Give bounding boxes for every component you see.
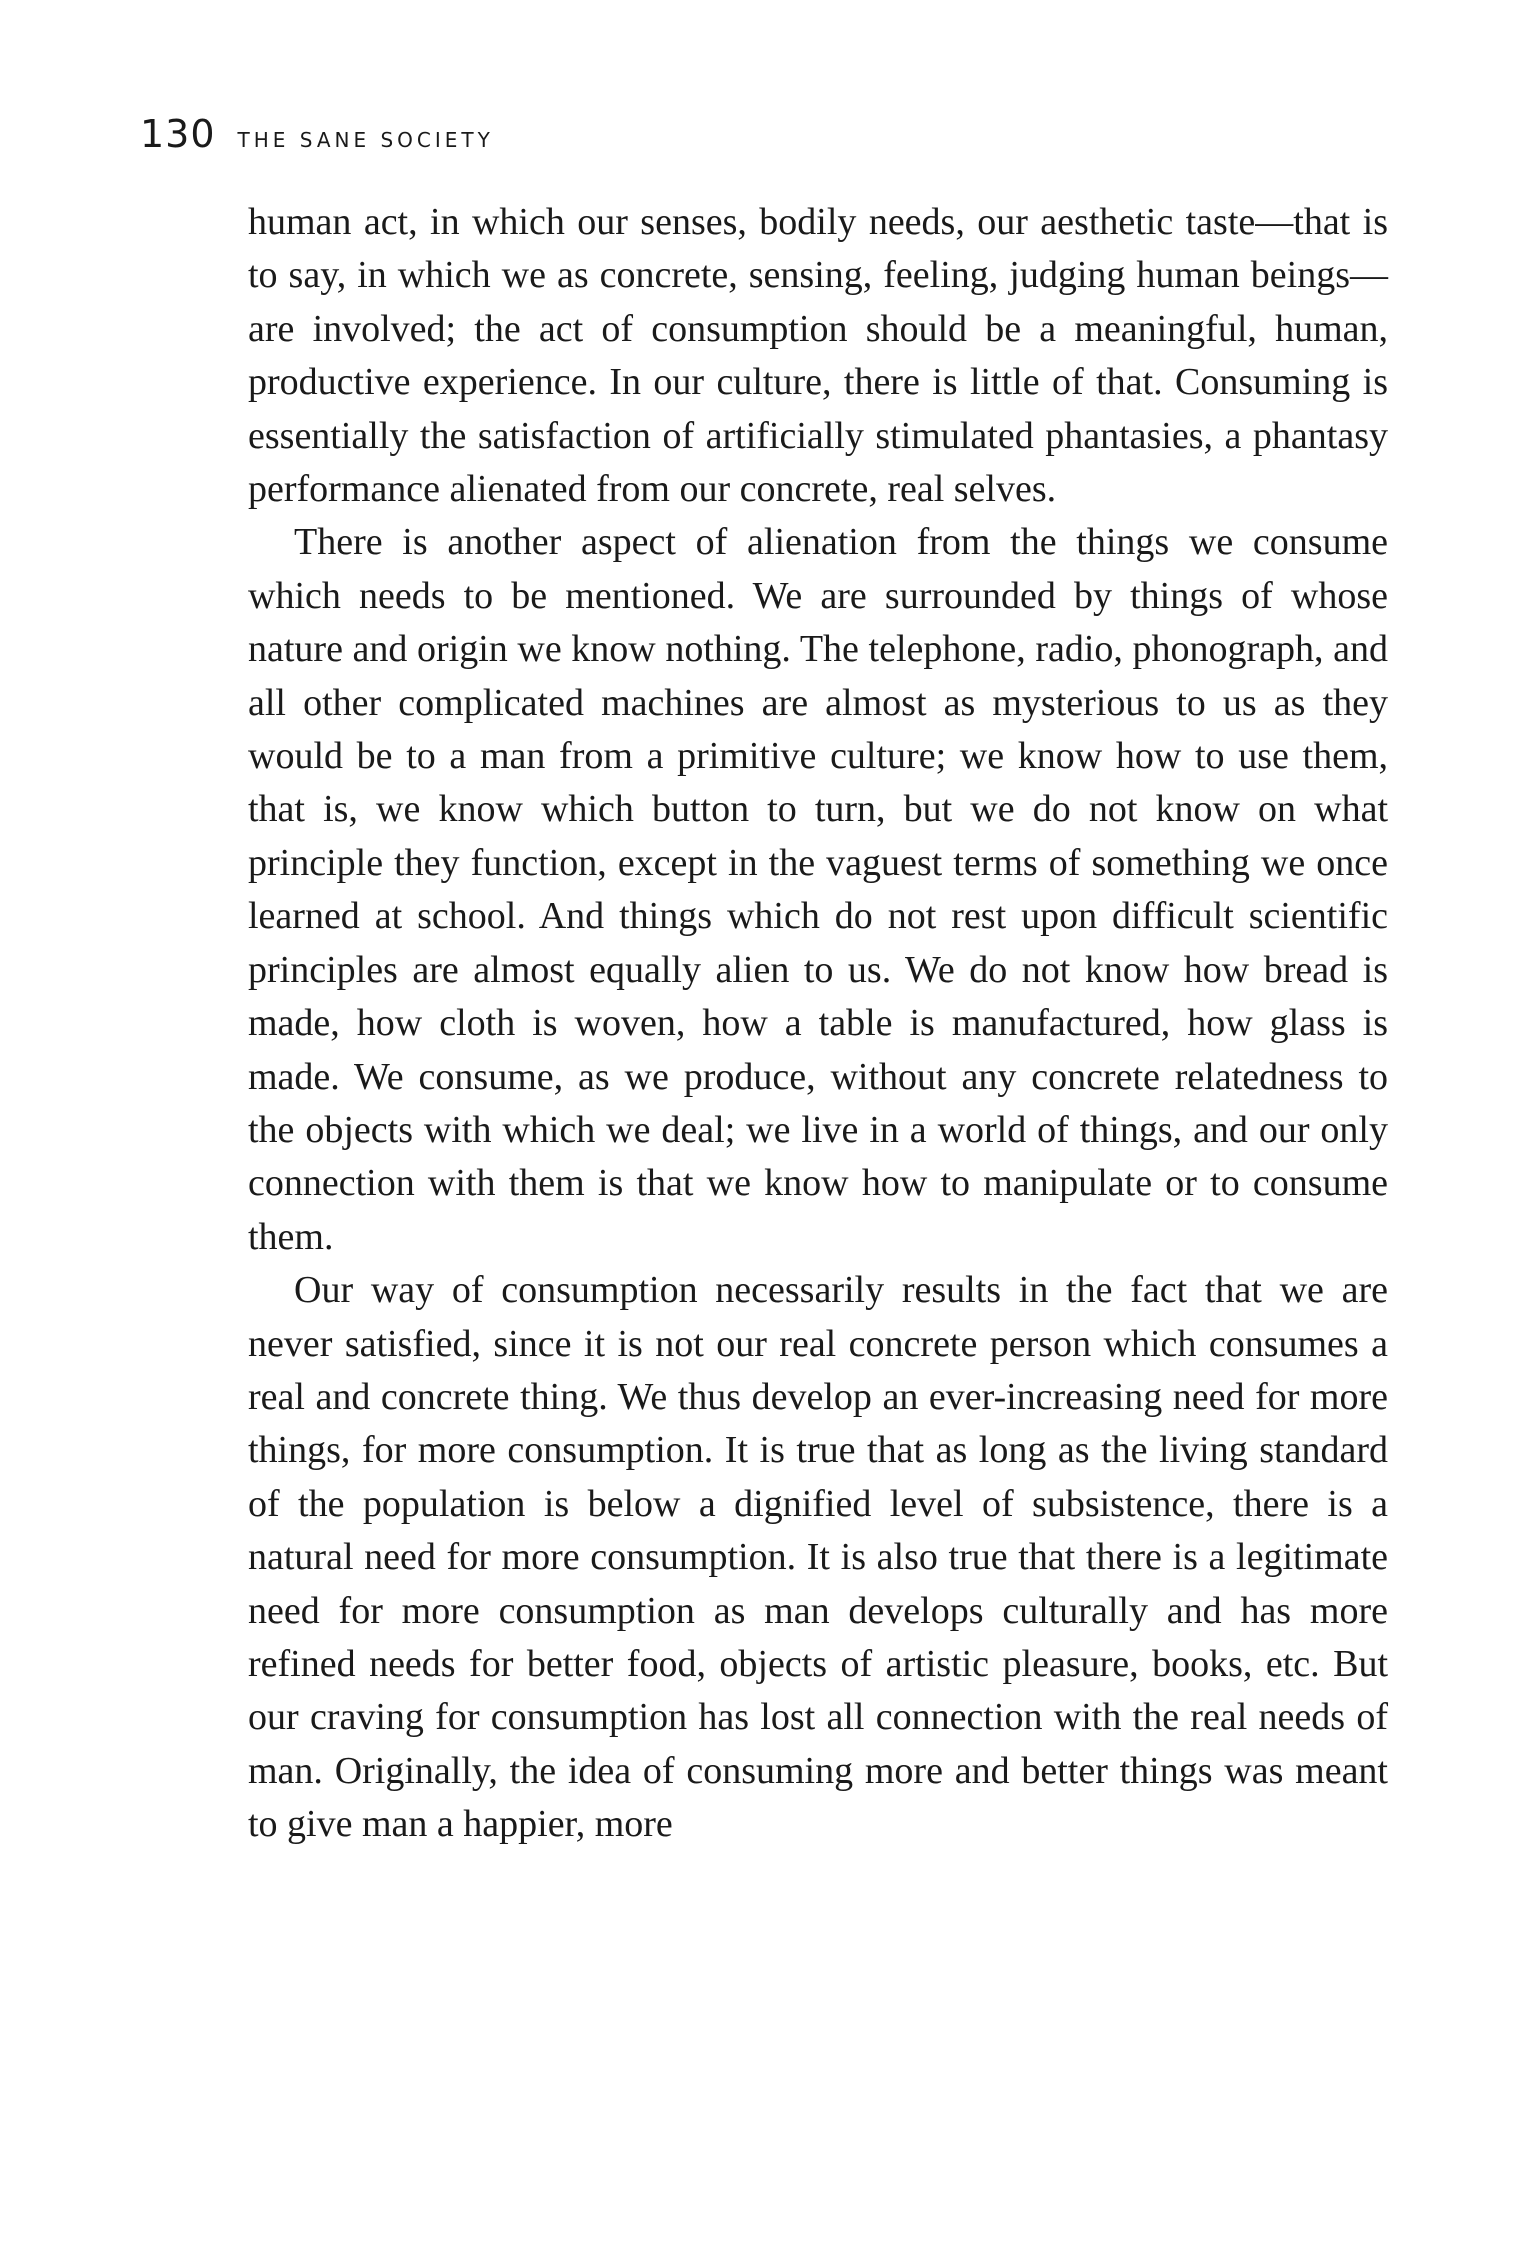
- running-head: [140, 112, 494, 160]
- paragraph-1: human act, in which our senses, bodily needs, our aesthetic taste—that is to say, in which we as concrete, sensing, feeling, judging human beings—are involved; the act of consumption should be a meaningful, human, productive experience. In our culture, there is little of that. Consuming is essentially the satisfaction of artificially stimulated phantasies, a phantasy performance alienated from our concrete, real selves.: [248, 201, 1388, 511]
- page-number: 130: [140, 112, 216, 156]
- paragraph-3: Our way of consumption necessarily results in the fact that we are never satisfied, since it is not our real concrete person which consumes a real and concrete thing. We thus develop an ever-increasing need for more things, for more consumption. It is true that as long as the living standard of the population is below a dignified level of subsistence, there is a natural need for more consumption. It is also true that there is a legitimate need for more consumption as man develops culturally and has more refined needs for better food, objects of artistic pleasure, books, etc. But our craving for consumption has lost all connection with the real needs of man. Originally, the idea of consuming more and better things was meant to give man a happier, more: [248, 1269, 1388, 1846]
- book-title: THE SANE SOCIETY: [237, 128, 494, 152]
- paragraph-2: There is another aspect of alienation from the things we consume which needs to be mentioned. We are surrounded by things of whose nature and origin we know nothing. The telephone, radio, phonograph, and all other complicated machines are almost as mysterious to us as they would be to a man from a primitive culture; we know how to use them, that is, we know which button to turn, but we do not know on what principle they function, except in the vaguest terms of something we once learned at school. And things which do not rest upon difficult scientific principles are almost equally alien to us. We do not know how bread is made, how cloth is woven, how a table is manufactured, how glass is made. We consume, as we produce, without any concrete relatedness to the objects with which we deal; we live in a world of things, and our only connection with them is that we know how to manipulate or to consume them.: [248, 521, 1388, 1258]
- body-text: [248, 196, 1388, 1852]
